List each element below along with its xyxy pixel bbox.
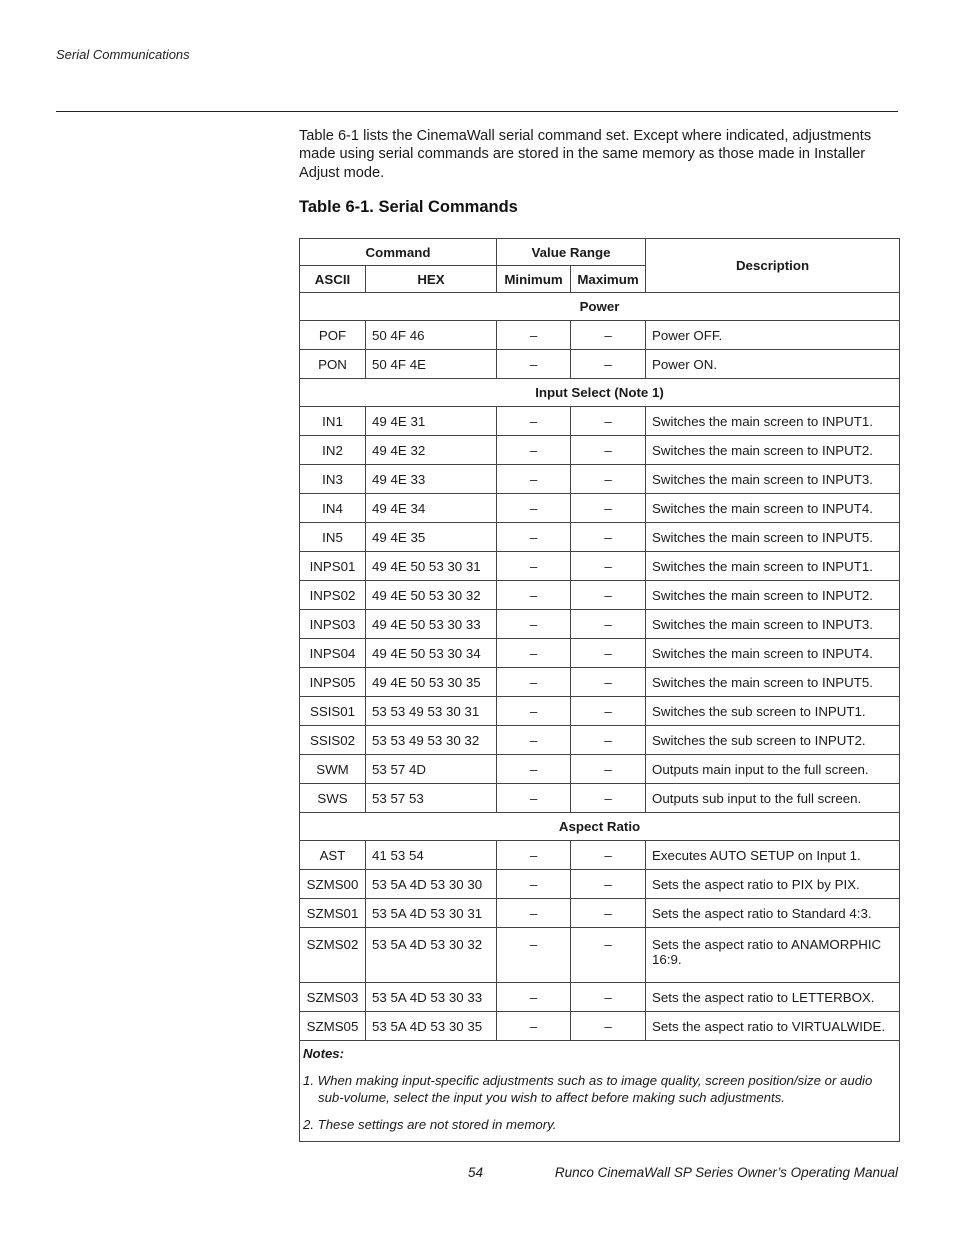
table-row	[300, 581, 900, 610]
page-number: 54	[468, 1165, 484, 1180]
table-row	[300, 841, 900, 870]
minimum-cell: –	[497, 552, 571, 581]
section-title: Input Select (Note 1)	[300, 379, 900, 407]
description-cell: Sets the aspect ratio to VIRTUALWIDE.	[646, 1012, 900, 1041]
minimum-cell: –	[497, 928, 571, 983]
ascii-cell: IN4	[300, 494, 366, 523]
notes-title: Notes:	[303, 1046, 345, 1061]
minimum-cell: –	[497, 494, 571, 523]
ascii-cell: INPS04	[300, 639, 366, 668]
serial-commands-table	[299, 238, 900, 1142]
value-range-header: Value Range	[497, 239, 646, 266]
table-row	[300, 436, 900, 465]
ascii-cell: INPS01	[300, 552, 366, 581]
ascii-cell: SZMS01	[300, 899, 366, 928]
hex-cell: 49 4E 31	[366, 407, 497, 436]
hex-cell: 53 5A 4D 53 30 32	[366, 928, 497, 983]
maximum-cell: –	[571, 610, 646, 639]
minimum-cell: –	[497, 870, 571, 899]
table-row	[300, 899, 900, 928]
table-header	[300, 239, 900, 293]
header-rule	[56, 111, 898, 112]
note-1: 1. When making input-specific adjustments such as to image quality, screen position/size or audio sub-volume, select the input you wish to affect before making such adjustments.	[303, 1073, 873, 1105]
description-cell: Power ON.	[646, 350, 900, 379]
minimum-cell: –	[497, 668, 571, 697]
ascii-cell: PON	[300, 350, 366, 379]
minimum-cell: –	[497, 610, 571, 639]
maximum-cell: –	[571, 552, 646, 581]
hex-cell: 49 4E 33	[366, 465, 497, 494]
ascii-cell: IN2	[300, 436, 366, 465]
section-row	[300, 293, 900, 321]
table-row	[300, 523, 900, 552]
maximum-cell: –	[571, 581, 646, 610]
hex-cell: 53 5A 4D 53 30 31	[366, 899, 497, 928]
description-cell: Switches the main screen to INPUT3.	[646, 465, 900, 494]
hex-cell: 53 53 49 53 30 31	[366, 697, 497, 726]
description-cell: Switches the main screen to INPUT4.	[646, 494, 900, 523]
maximum-cell: –	[571, 726, 646, 755]
minimum-cell: –	[497, 581, 571, 610]
intro-paragraph: Table 6-1 lists the CinemaWall serial command set. Except where indicated, adjustments made using serial commands are stored in the same memory as those made in Installer Adjust mode.	[299, 128, 872, 181]
section-row	[300, 379, 900, 407]
description-cell: Switches the main screen to INPUT3.	[646, 610, 900, 639]
table-row	[300, 870, 900, 899]
table-row	[300, 494, 900, 523]
hex-cell: 50 4F 4E	[366, 350, 497, 379]
maximum-cell: –	[571, 436, 646, 465]
maximum-cell: –	[571, 928, 646, 983]
minimum-cell: –	[497, 784, 571, 813]
maximum-cell: –	[571, 841, 646, 870]
hex-cell: 53 5A 4D 53 30 30	[366, 870, 497, 899]
table-row	[300, 465, 900, 494]
table-row	[300, 1012, 900, 1041]
maximum-cell: –	[571, 983, 646, 1012]
hex-cell: 49 4E 50 53 30 34	[366, 639, 497, 668]
minimum-cell: –	[497, 639, 571, 668]
description-cell: Sets the aspect ratio to Standard 4:3.	[646, 899, 900, 928]
maximum-cell: –	[571, 784, 646, 813]
minimum-cell: –	[497, 841, 571, 870]
running-header: Serial Communications	[56, 47, 190, 62]
hex-cell: 49 4E 50 53 30 35	[366, 668, 497, 697]
description-cell: Switches the main screen to INPUT1.	[646, 407, 900, 436]
hex-cell: 41 53 54	[366, 841, 497, 870]
table-row	[300, 784, 900, 813]
hex-cell: 49 4E 35	[366, 523, 497, 552]
ascii-cell: SWM	[300, 755, 366, 784]
ascii-cell: INPS05	[300, 668, 366, 697]
description-cell: Executes AUTO SETUP on Input 1.	[646, 841, 900, 870]
minimum-cell: –	[497, 350, 571, 379]
hex-cell: 49 4E 50 53 30 32	[366, 581, 497, 610]
maximum-cell: –	[571, 321, 646, 350]
command-header: Command	[300, 239, 497, 266]
description-cell: Power OFF.	[646, 321, 900, 350]
hex-cell: 49 4E 34	[366, 494, 497, 523]
ascii-cell: INPS03	[300, 610, 366, 639]
hex-cell: 53 5A 4D 53 30 35	[366, 1012, 497, 1041]
hex-cell: 53 57 53	[366, 784, 497, 813]
minimum-cell: –	[497, 697, 571, 726]
hex-cell: 53 53 49 53 30 32	[366, 726, 497, 755]
table-row	[300, 552, 900, 581]
ascii-cell: IN3	[300, 465, 366, 494]
ascii-cell: SSIS01	[300, 697, 366, 726]
table-row	[300, 755, 900, 784]
section-title: Power	[300, 293, 900, 321]
table-row	[300, 668, 900, 697]
ascii-cell: SSIS02	[300, 726, 366, 755]
table-row	[300, 321, 900, 350]
maximum-cell: –	[571, 350, 646, 379]
maximum-cell: –	[571, 465, 646, 494]
minimum-cell: –	[497, 321, 571, 350]
description-cell: Sets the aspect ratio to PIX by PIX.	[646, 870, 900, 899]
hex-cell: 50 4F 46	[366, 321, 497, 350]
description-cell: Switches the main screen to INPUT5.	[646, 668, 900, 697]
description-cell: Switches the sub screen to INPUT2.	[646, 726, 900, 755]
maximum-cell: –	[571, 407, 646, 436]
maximum-header: Maximum	[571, 266, 646, 293]
ascii-cell: POF	[300, 321, 366, 350]
description-cell: Switches the main screen to INPUT5.	[646, 523, 900, 552]
hex-cell: 53 57 4D	[366, 755, 497, 784]
table-row	[300, 983, 900, 1012]
ascii-cell: AST	[300, 841, 366, 870]
maximum-cell: –	[571, 899, 646, 928]
hex-cell: 49 4E 32	[366, 436, 497, 465]
minimum-cell: –	[497, 1012, 571, 1041]
maximum-cell: –	[571, 668, 646, 697]
ascii-cell: SZMS00	[300, 870, 366, 899]
minimum-header: Minimum	[497, 266, 571, 293]
hex-cell: 49 4E 50 53 30 31	[366, 552, 497, 581]
ascii-cell: SZMS05	[300, 1012, 366, 1041]
description-cell: Sets the aspect ratio to ANAMORPHIC 16:9.	[646, 928, 900, 983]
hex-header: HEX	[366, 266, 497, 293]
maximum-cell: –	[571, 1012, 646, 1041]
minimum-cell: –	[497, 899, 571, 928]
description-cell: Outputs sub input to the full screen.	[646, 784, 900, 813]
maximum-cell: –	[571, 755, 646, 784]
description-cell: Outputs main input to the full screen.	[646, 755, 900, 784]
note-2: 2. These settings are not stored in memory.	[303, 1117, 557, 1132]
minimum-cell: –	[497, 726, 571, 755]
minimum-cell: –	[497, 465, 571, 494]
ascii-header: ASCII	[300, 266, 366, 293]
table-row	[300, 407, 900, 436]
description-cell: Sets the aspect ratio to LETTERBOX.	[646, 983, 900, 1012]
ascii-cell: SWS	[300, 784, 366, 813]
table-title: Table 6-1. Serial Commands	[299, 198, 518, 216]
description-cell: Switches the main screen to INPUT4.	[646, 639, 900, 668]
ascii-cell: SZMS02	[300, 928, 366, 983]
hex-cell: 49 4E 50 53 30 33	[366, 610, 497, 639]
maximum-cell: –	[571, 494, 646, 523]
table-row	[300, 350, 900, 379]
hex-cell: 53 5A 4D 53 30 33	[366, 983, 497, 1012]
minimum-cell: –	[497, 436, 571, 465]
table-row	[300, 697, 900, 726]
ascii-cell: IN5	[300, 523, 366, 552]
table-row	[300, 726, 900, 755]
minimum-cell: –	[497, 755, 571, 784]
table-body	[300, 293, 900, 1041]
maximum-cell: –	[571, 639, 646, 668]
description-cell: Switches the main screen to INPUT1.	[646, 552, 900, 581]
section-row	[300, 813, 900, 841]
table-row	[300, 610, 900, 639]
maximum-cell: –	[571, 697, 646, 726]
manual-title: Runco CinemaWall SP Series Owner’s Operating Manual	[554, 1165, 898, 1180]
minimum-cell: –	[497, 523, 571, 552]
ascii-cell: IN1	[300, 407, 366, 436]
maximum-cell: –	[571, 870, 646, 899]
maximum-cell: –	[571, 523, 646, 552]
notes-cell	[300, 1041, 900, 1142]
description-cell: Switches the main screen to INPUT2.	[646, 581, 900, 610]
table-row	[300, 928, 900, 983]
minimum-cell: –	[497, 983, 571, 1012]
ascii-cell: SZMS03	[300, 983, 366, 1012]
minimum-cell: –	[497, 407, 571, 436]
section-title: Aspect Ratio	[300, 813, 900, 841]
table-row	[300, 639, 900, 668]
ascii-cell: INPS02	[300, 581, 366, 610]
description-header: Description	[646, 239, 900, 293]
description-cell: Switches the main screen to INPUT2.	[646, 436, 900, 465]
description-cell: Switches the sub screen to INPUT1.	[646, 697, 900, 726]
